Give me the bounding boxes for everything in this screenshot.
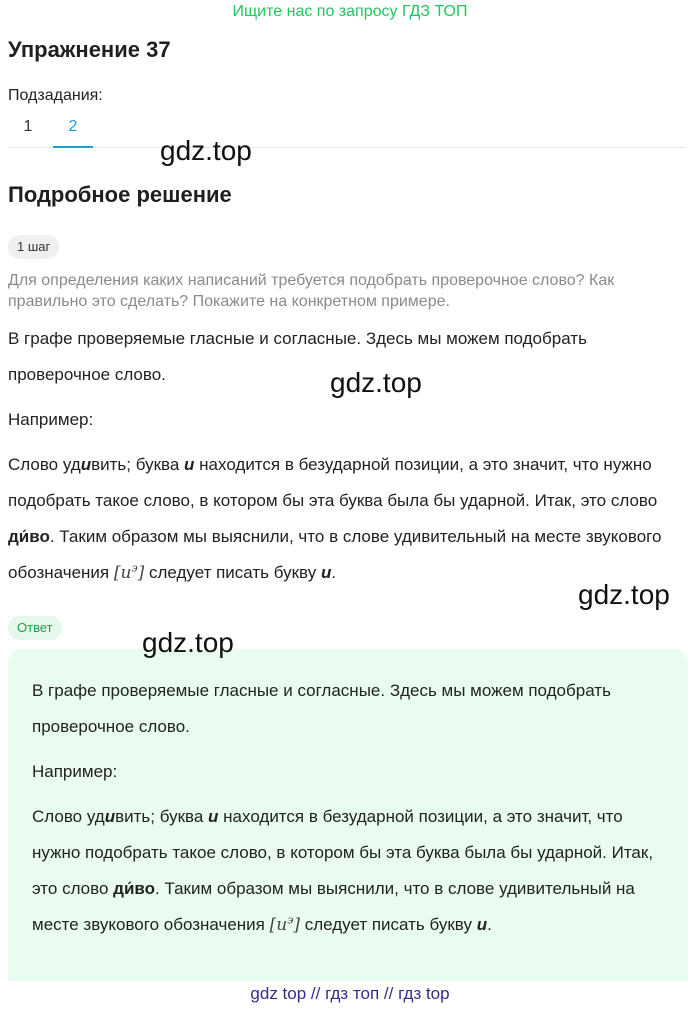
- top-banner: Ищите нас по запросу ГДЗ ТОП: [232, 3, 468, 20]
- page-title: Упражнение 37: [8, 37, 171, 62]
- watermark: gdz.top: [142, 627, 234, 658]
- answer-text: Например:: [32, 762, 118, 781]
- watermark: gdz.top: [578, 579, 670, 610]
- tab-subtask-1[interactable]: 1: [23, 118, 33, 135]
- phonetic-notation: $[и^э]$: [113, 561, 145, 583]
- question-text: Для определения каких написаний требуется подобрать проверочное слово? Как правильно это сделать? Покажите на конкретном примере.: [8, 272, 615, 310]
- solution-text: Например:: [8, 410, 94, 429]
- solution-paragraph-2: [8, 402, 688, 438]
- tab-subtask-2[interactable]: 2: [53, 112, 93, 148]
- solution-text: В графе проверяемые гласные и согласные. Здесь мы можем подобрать проверочное слово.: [8, 329, 587, 384]
- answer-box: [8, 649, 688, 981]
- answer-text: В графе проверяемые гласные и согласные. Здесь мы можем подобрать проверочное слово.: [32, 681, 611, 736]
- answer-text: Слово удивить; буква и находится в безударной позиции, а это значит, что нужно подобрать такое слово, в котором бы эта буква была бы ударной. Итак, это слово ди́во. Таким образом мы выяснили, что в слове удивительный на месте звукового обозначения $[и^э]$ следует писать букву и.: [32, 807, 654, 935]
- answer-paragraph-3: [32, 799, 672, 943]
- answer-paragraph-1: [32, 673, 672, 745]
- subtasks-label: Подзадания:: [8, 87, 103, 104]
- phonetic-notation: $[и^э]$: [269, 913, 300, 935]
- section-title: Подробное решение: [8, 182, 232, 207]
- step-badge: 1 шаг: [8, 235, 59, 259]
- subtask-tabs: [8, 112, 686, 148]
- answer-paragraph-2: [32, 754, 672, 790]
- watermark: gdz.top: [330, 367, 422, 398]
- solution-text: Слово удивить; буква и находится в безударной позиции, а это значит, что нужно подобрать такое слово, в котором бы эта буква была бы ударной. Итак, это слово ди́во. Таким образом мы выяснили, что в слове удивительный на месте звукового обозначения $[и^э]$ следует писать букву и.: [8, 455, 662, 583]
- answer-badge: Ответ: [8, 616, 62, 640]
- watermark: gdz.top: [160, 135, 252, 166]
- solution-paragraph-3: [8, 447, 688, 591]
- footer-links: gdz top // гдз топ // гдз top: [250, 984, 450, 1003]
